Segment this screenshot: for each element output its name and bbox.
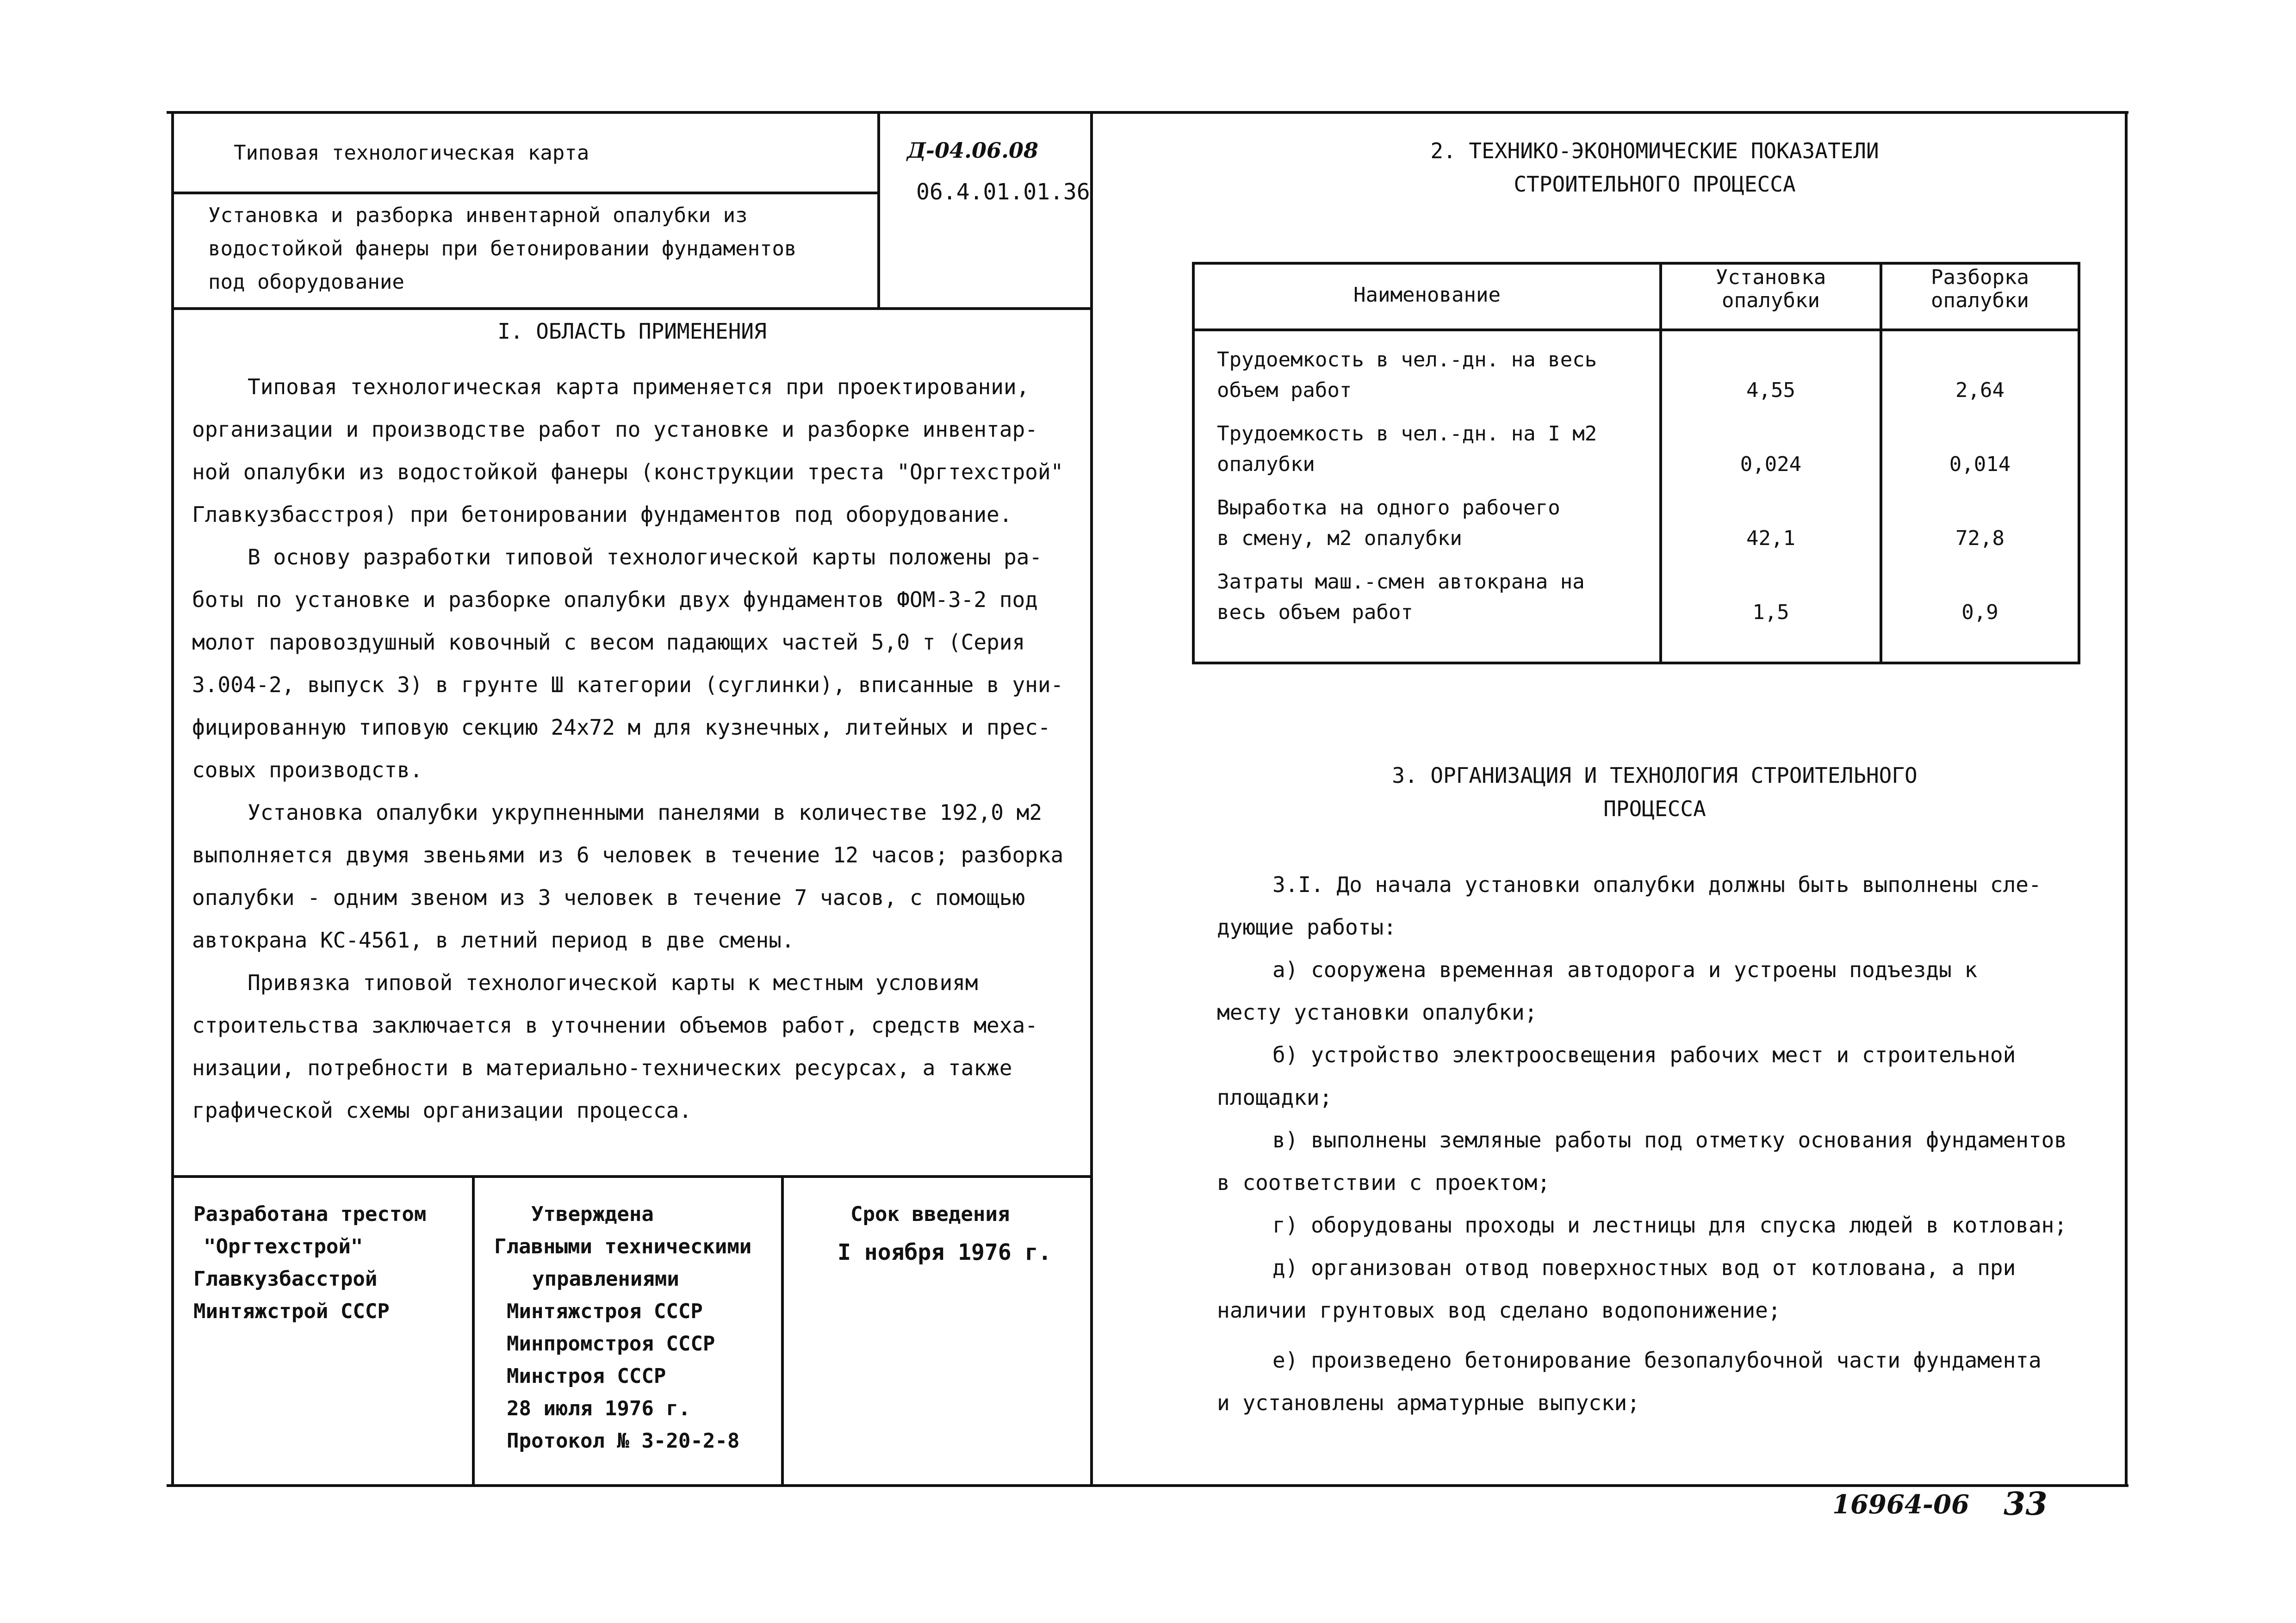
row-2-install: 0,024 — [1740, 452, 1802, 476]
handwritten-code: Д-04.06.08 — [907, 138, 1039, 163]
s1-line: Привязка типовой технологической карты к местным условиям — [248, 970, 978, 995]
approval-divider-2 — [781, 1175, 784, 1486]
row-3-install: 42,1 — [1746, 527, 1795, 550]
title-code-divider — [877, 111, 880, 310]
s1-line: В основу разработки типовой технологической карты положены ра- — [248, 545, 1043, 570]
s1-line: строительства заключается в уточнении объемов работ, средств меха- — [192, 1013, 1038, 1038]
approved-line: Минпромстроя СССР — [507, 1332, 715, 1356]
doc-number: 16964-06 — [1832, 1489, 1969, 1520]
approval-divider-1 — [472, 1175, 475, 1486]
table-bottom — [1192, 662, 2080, 664]
s3-line: наличии грунтовых вод сделано водопонижение; — [1217, 1298, 1781, 1323]
row-1-install: 4,55 — [1746, 378, 1795, 402]
card-type: Типовая технологическая карта — [234, 141, 590, 165]
approved-line: Главными техническими — [494, 1235, 752, 1258]
s3-line: площадки; — [1217, 1085, 1333, 1110]
subject-line-3: под оборудование — [208, 270, 404, 294]
title-divider — [171, 192, 879, 194]
s3-line: в соответствии с проектом; — [1217, 1170, 1551, 1195]
code: 06.4.01.01.36 — [916, 179, 1090, 205]
s3-line: е) произведено бетонирование безопалубочной части фундамента — [1272, 1348, 2042, 1373]
s1-line: 3.004-2, выпуск 3) в грунте Ш категории (суглинки), вписанные в уни- — [192, 672, 1064, 697]
s1-line: графической схемы организации процесса. — [192, 1098, 692, 1123]
approved-line: Минтяжстроя СССР — [507, 1300, 703, 1323]
s1-line: низации, потребности в материально-технических ресурсах, а также — [192, 1055, 1012, 1080]
table-header-bottom — [1192, 328, 2080, 331]
approval-top — [171, 1175, 1092, 1178]
row-2-remove: 0,014 — [1949, 452, 2011, 476]
term-line: I ноября 1976 г. — [838, 1239, 1052, 1265]
table-right — [2078, 262, 2080, 664]
approved-line: Минстроя СССР — [507, 1364, 666, 1388]
row-1-name: Трудоемкость в чел.-дн. на весь объем работ — [1217, 348, 1597, 402]
title-bottom — [171, 307, 1092, 310]
row-1-remove: 2,64 — [1955, 378, 2004, 402]
s1-line: автокрана КС-4561, в летний период в две смены. — [192, 928, 794, 953]
s1-line: молот паровоздушный ковочный с весом падающих частей 5,0 т (Серия — [192, 630, 1025, 655]
s1-line: организации и производстве работ по установке и разборке инвентар- — [192, 417, 1038, 442]
developed-line: Минтяжстрой СССР — [193, 1300, 390, 1323]
section2-title-line-2: СТРОИТЕЛЬНОГО ПРОЦЕССА — [1514, 172, 1796, 197]
s3-line: месту установки опалубки; — [1217, 1000, 1538, 1025]
section3-title-line-1: 3. ОРГАНИЗАЦИЯ И ТЕХНОЛОГИЯ СТРОИТЕЛЬНОГО — [1392, 763, 1917, 788]
s3-line: в) выполнены земляные работы под отметку основания фундаментов — [1272, 1127, 2067, 1152]
row-4-install: 1,5 — [1752, 601, 1789, 624]
s1-line: опалубки - одним звеном из 3 человек в течение 7 часов, с помощью — [192, 885, 1025, 910]
s1-line: Установка опалубки укрупненными панелями в количестве 192,0 м2 — [248, 800, 1043, 825]
section2-title-line-1: 2. ТЕХНИКО-ЭКОНОМИЧЕСКИЕ ПОКАЗАТЕЛИ — [1430, 138, 1879, 163]
subject-line-2: водостойкой фанеры при бетонировании фундаментов — [208, 237, 797, 260]
s3-line: и установлены арматурные выпуски; — [1217, 1390, 1640, 1415]
term-line: Срок введения — [850, 1202, 1010, 1226]
header-name: Наименование — [1353, 283, 1501, 307]
s1-line: выполняется двумя звеньями из 6 человек в течение 12 часов; разборка — [192, 842, 1064, 867]
s3-line: б) устройство электроосвещения рабочих мест и строительной — [1272, 1042, 2016, 1067]
developed-line: Разработана трестом — [193, 1202, 427, 1226]
s1-line: Типовая технологическая карта применяется при проектировании, — [248, 374, 1030, 399]
section1-title: I. ОБЛАСТЬ ПРИМЕНЕНИЯ — [497, 319, 767, 344]
s3-line: а) сооружена временная автодорога и устроены подъезды к — [1272, 957, 1978, 982]
frame-middle-line — [1090, 111, 1093, 1487]
s3-line: 3.I. До начала установки опалубки должны быть выполнены сле- — [1272, 872, 2042, 897]
approved-line: Утверждена — [531, 1202, 654, 1226]
row-3-name: Выработка на одного рабочего в смену, м2 опалубки — [1217, 496, 1560, 550]
table-left — [1192, 262, 1195, 664]
table-top — [1192, 262, 2080, 265]
approved-line: Протокол № 3-20-2-8 — [507, 1429, 740, 1453]
row-3-remove: 72,8 — [1955, 527, 2004, 550]
developed-line: Главкузбасстрой — [193, 1267, 378, 1291]
s1-line: боты по установке и разборке опалубки двух фундаментов ФОМ-3-2 под — [192, 587, 1038, 612]
approved-line: 28 июля 1976 г. — [507, 1397, 691, 1420]
section3-title-line-2: ПРОЦЕССА — [1603, 796, 1706, 821]
s3-line: г) оборудованы проходы и лестницы для спуска людей в котлован; — [1272, 1213, 2067, 1238]
page-number: 33 — [2004, 1486, 2048, 1523]
approved-line: управлениями — [532, 1267, 679, 1291]
s3-line: д) организован отвод поверхностных вод от котлована, а при — [1272, 1255, 2016, 1280]
s1-line: совых производств. — [192, 757, 423, 782]
header-install: Установка опалубки — [1715, 266, 1826, 312]
frame-right-line — [2125, 111, 2128, 1487]
row-4-remove: 0,9 — [1961, 601, 1998, 624]
row-4-name: Затраты маш.-смен автокрана на весь объем работ — [1217, 570, 1585, 624]
subject-line-1: Установка и разборка инвентарной опалубки из — [208, 204, 748, 227]
s1-line: фицированную типовую секцию 24х72 м для кузнечных, литейных и прес- — [192, 715, 1051, 740]
row-2-name: Трудоемкость в чел.-дн. на I м2 опалубки — [1217, 422, 1597, 476]
developed-line: "Оргтехстрой" — [204, 1235, 363, 1258]
s1-line: ной опалубки из водостойкой фанеры (конструкции треста "Оргтехстрой" — [192, 459, 1064, 484]
s3-line: дующие работы: — [1217, 915, 1396, 940]
s1-line: Главкузбасстроя) при бетонировании фундаментов под оборудование. — [192, 502, 1012, 527]
frame-top-line — [167, 111, 2128, 114]
header-remove: Разборка опалубки — [1931, 266, 2029, 312]
